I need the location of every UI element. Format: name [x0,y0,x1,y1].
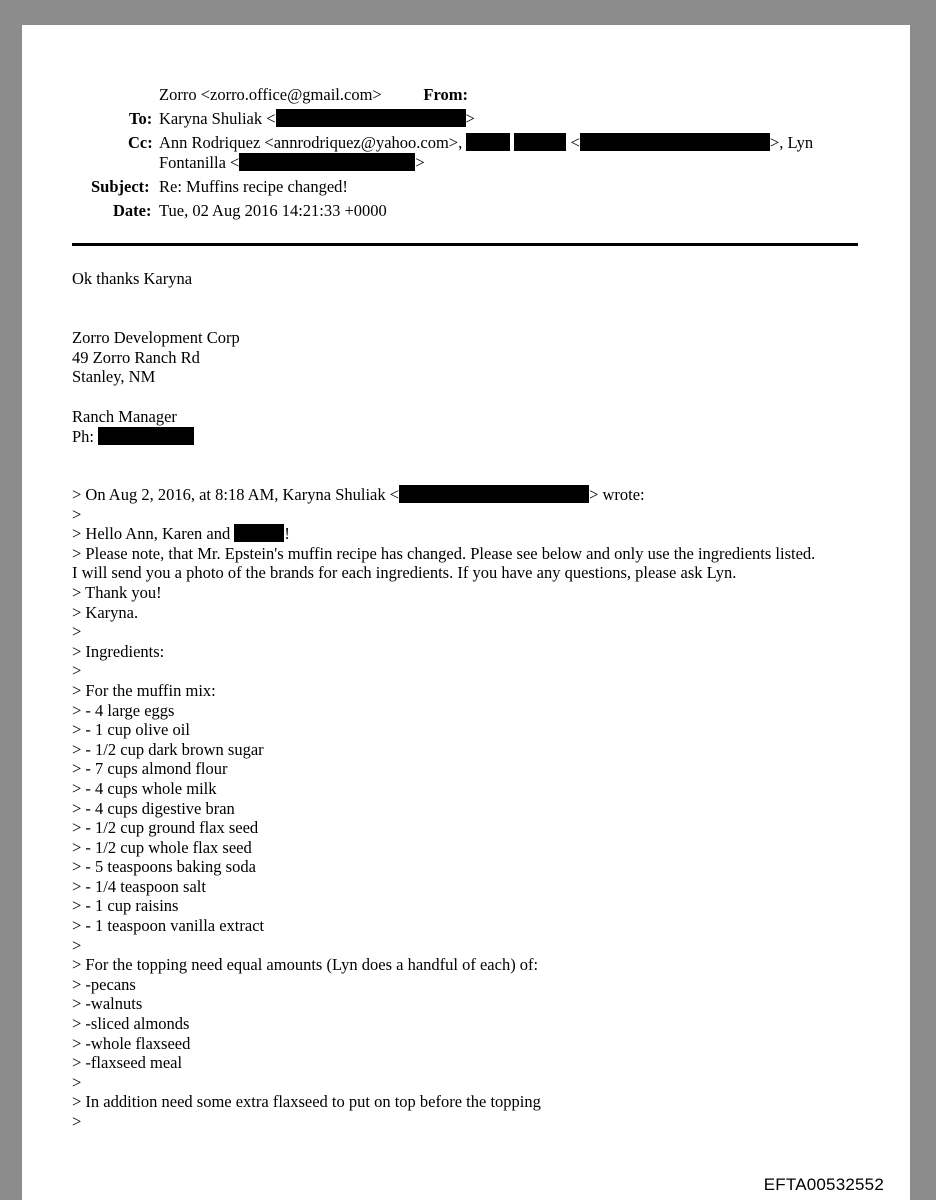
signature-city: Stanley, NM [72,367,156,387]
redaction-bar [234,524,284,542]
to-name: Karyna Shuliak < [159,109,276,128]
signature-company: Zorro Development Corp [72,328,240,347]
list-item: > -sliced almonds [72,1014,190,1034]
quote-blank: > [72,504,82,524]
signature-block [72,328,240,387]
quote-hello-text: > Hello Ann, Karen and [72,524,231,544]
cc-ann: Ann Rodriquez <annrodriquez@yahoo.com>, [159,133,463,152]
subject-value: Re: Muffins recipe changed! [159,177,348,196]
from-value: Zorro <zorro.office@gmail.com> [159,85,382,104]
redaction-bar [98,427,194,445]
redaction-bar [580,133,770,151]
cc-fontanilla: Fontanilla < [159,153,240,172]
quote-note-line2: I will send you a photo of the brands for each ingredients. If you have any questions, please ask Lyn. [72,563,737,583]
list-item: > - 4 large eggs [72,700,175,720]
list-item: > - 5 teaspoons baking soda [72,857,256,877]
quote-intro-end: > wrote: [589,485,645,504]
cc-open: < [570,133,580,152]
list-item: > - 1 teaspoon vanilla extract [72,916,265,936]
list-item: > - 1 cup olive oil [72,720,190,740]
signature-address: 49 Zorro Ranch Rd [72,347,200,367]
list-item: > - 1/2 cup ground flax seed [72,818,259,838]
quote-blank: > [72,1112,82,1131]
date-value: Tue, 02 Aug 2016 14:21:33 +0000 [159,201,387,220]
bates-number: EFTA00532552 [763,1175,884,1194]
quote-hello [72,524,815,544]
topping-heading: > For the topping need equal amounts (Lyn does a handful of each) of: [72,955,539,975]
list-item: > -flaxseed meal [72,1053,183,1073]
reply-greeting: Ok thanks Karyna [72,269,193,288]
redaction-bar [239,153,415,171]
quote-blank: > [72,935,82,955]
list-item: > - 1 cup raisins [72,896,179,916]
redaction-bar [276,109,466,127]
signature-title: Ranch Manager [72,407,177,426]
topping-list [72,975,815,1073]
quote-thanks: > Thank you! [72,582,162,602]
date-label: Date: [113,201,152,220]
list-item: > - 4 cups digestive bran [72,798,235,818]
list-item: > -pecans [72,974,136,994]
header-divider [72,243,858,246]
quote-note-line1: > Please note, that Mr. Epstein's muffin recipe has changed. Please see below and only use the ingredients listed. [72,543,816,563]
list-item: > -walnuts [72,994,143,1014]
to-label: To: [129,109,153,128]
quote-intro-text: > On Aug 2, 2016, at 8:18 AM, Karyna Shuliak < [72,485,400,504]
to-close: > [465,109,475,128]
list-item: > -whole flaxseed [72,1033,191,1053]
list-item: > - 1/2 cup dark brown sugar [72,739,264,759]
quote-hello-end: ! [284,524,290,544]
signature-title-block [72,407,194,446]
quoted-message [72,485,815,1132]
quote-blank: > [72,622,82,642]
to-value [159,109,475,129]
list-item: > - 1/4 teaspoon salt [72,876,206,896]
redaction-bar [399,485,589,503]
document-page [22,25,910,1200]
mix-ingredient-list [72,701,815,936]
phone-label: Ph: [72,426,95,446]
quote-signoff: > Karyna. [72,602,139,622]
from-label: From: [423,85,468,104]
redaction-bar [514,133,566,151]
list-item: > - 1/2 cup whole flax seed [72,837,252,857]
cc-label: Cc: [128,133,153,152]
mix-heading: > For the muffin mix: [72,680,216,700]
cc-value-line2 [159,153,425,173]
quote-addition: > In addition need some extra flaxseed to put on top before the topping [72,1092,541,1112]
ingredients-heading: > Ingredients: [72,641,165,661]
subject-label: Subject: [91,177,150,196]
redaction-bar [466,133,510,151]
signature-phone [72,427,194,447]
quote-intro [72,485,815,505]
quote-blank: > [72,661,82,681]
cc-value [159,133,813,153]
cc-lyn: >, Lyn [769,133,814,152]
list-item: > - 4 cups whole milk [72,778,217,798]
quote-blank: > [72,1072,82,1092]
cc-close: > [415,153,425,172]
list-item: > - 7 cups almond flour [72,759,228,779]
